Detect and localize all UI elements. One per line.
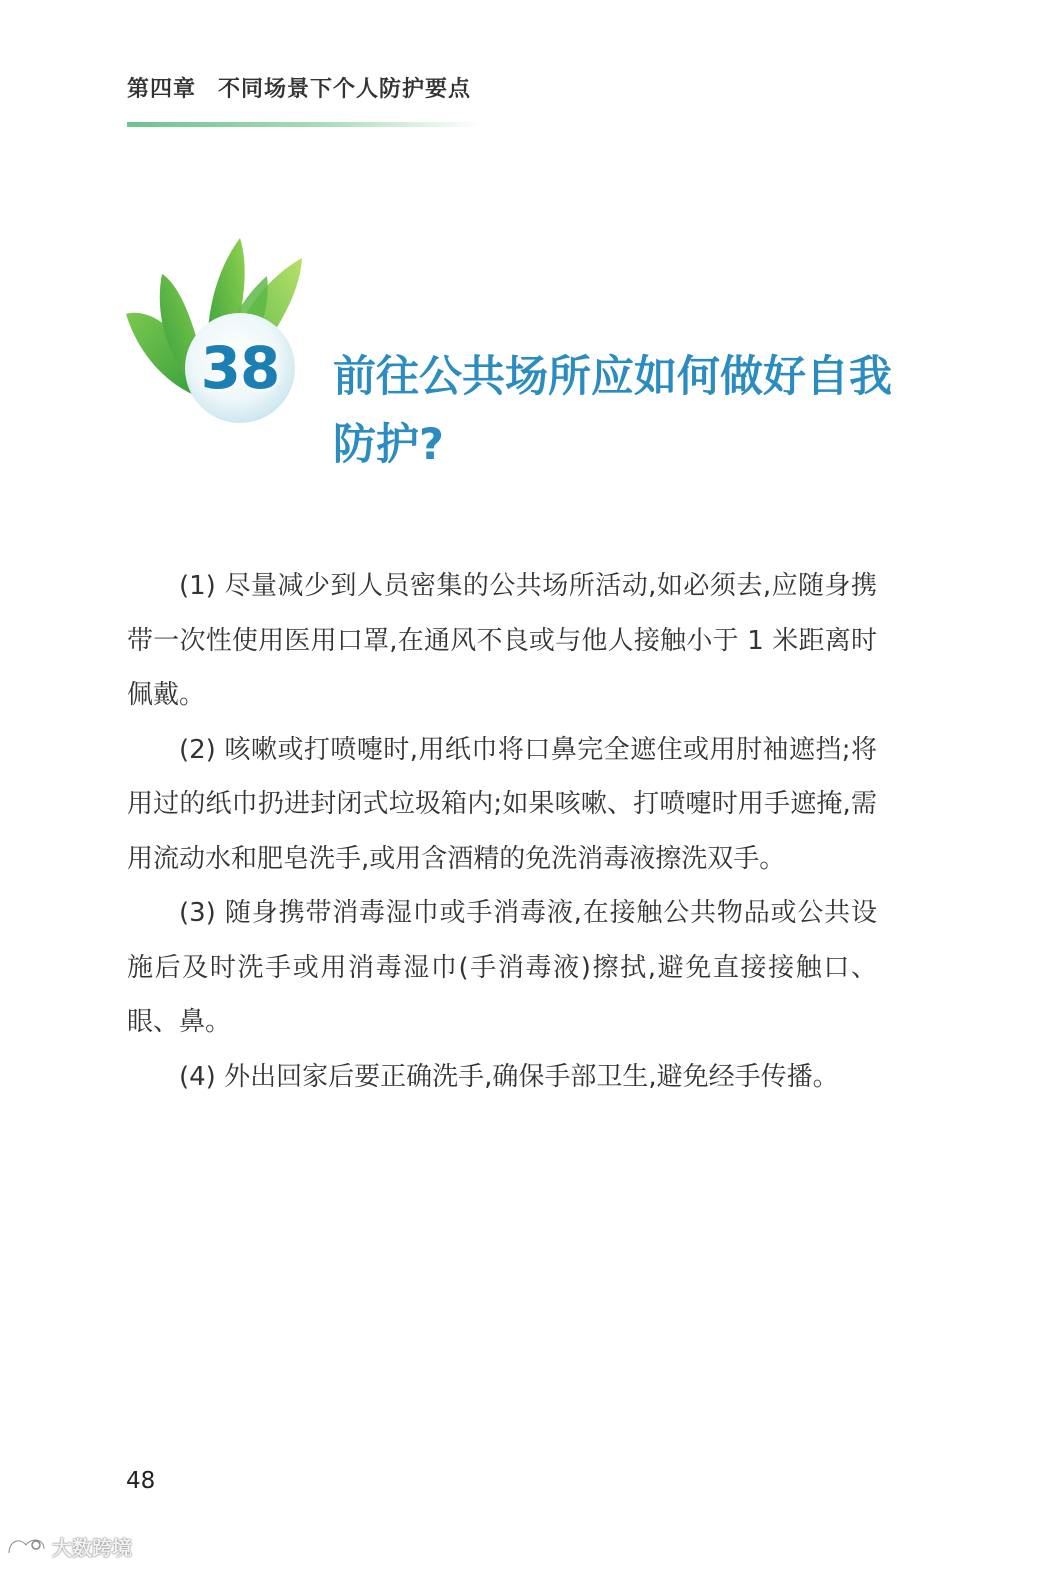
question-number: 38 (200, 334, 280, 402)
chapter-title: 不同场景下个人防护要点 (218, 77, 472, 102)
paragraph-4: (4) 外出回家后要正确洗手,确保手部卫生,避免经手传播。 (179, 1061, 839, 1092)
page-number: 48 (126, 1468, 156, 1494)
chapter-number: 第四章 (127, 77, 197, 102)
paragraph-1: (1) 尽量减少到人员密集的公共场所活动,如必须去,应随身携带一次性使用医用口罩,在通风不良或与他人接触小于 1 米距离时佩戴。 (127, 571, 877, 710)
chapter-header (127, 72, 471, 103)
paragraph-2: (2) 咳嗽或打喷嚏时,用纸巾将口鼻完全遮住或用肘袖遮挡;将用过的纸巾扔进封闭式垃圾箱内;如果咳嗽、打喷嚏时用手遮掩,需用流动水和肥皂洗手,或用含酒精的免洗消毒液擦洗双手。 (127, 734, 877, 874)
header-divider (127, 122, 482, 127)
body-text (127, 559, 877, 1104)
question-title: 前往公共场所应如何做好自我防护? (333, 352, 892, 470)
paragraph-3: (3) 随身携带消毒湿巾或手消毒液,在接触公共物品或公共设施后及时洗手或用消毒湿巾(手消毒液)擦拭,避免直接接触口、眼、鼻。 (127, 898, 877, 1037)
watermark-text: 大数跨境 (52, 1535, 132, 1560)
brand-logo-icon (6, 1533, 48, 1559)
watermark (6, 1530, 132, 1562)
